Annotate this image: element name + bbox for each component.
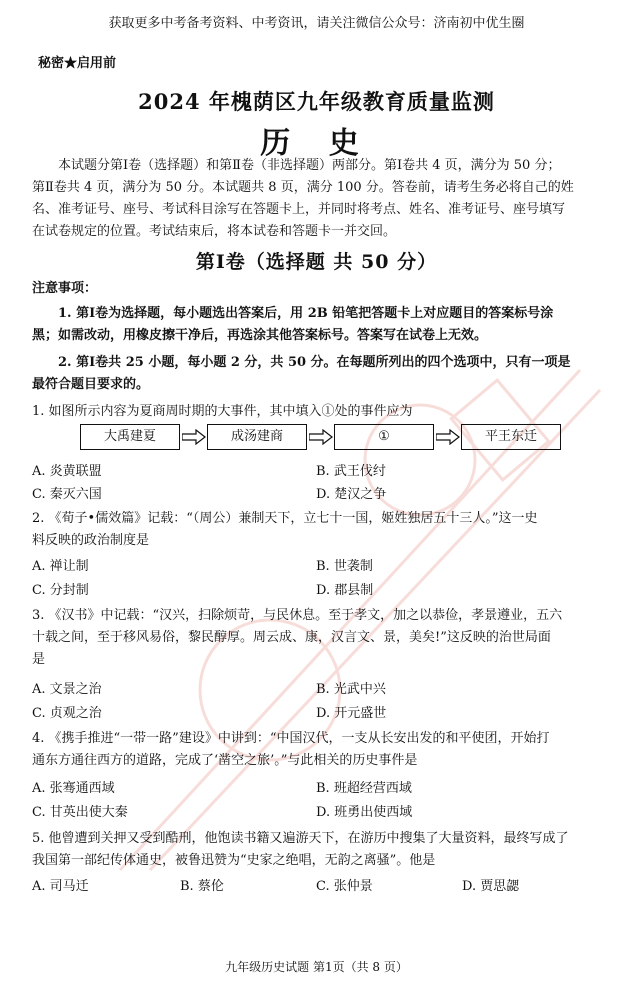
question-5-stem	[32, 828, 604, 872]
header-note: 获取更多中考备考资料、中考资讯，请关注微信公众号：济南初中优生圈	[108, 16, 525, 31]
stem-line: 十载之间，至于移风易俗，黎民醇厚。周云成、康，汉言文、景，美矣!”这反映的治世局面	[32, 630, 551, 645]
option: B. 世袭制	[316, 559, 373, 574]
option: D. 开元盛世	[316, 706, 387, 721]
flow-box: 大禹建夏	[80, 424, 180, 450]
intro-line: 本试题分第Ⅰ卷（选择题）和第Ⅱ卷（非选择题）两部分。第Ⅰ卷共 4 页，满分为 50 分；	[58, 158, 561, 173]
option: C. 分封制	[32, 583, 89, 598]
intro-line: 第Ⅱ卷共 4 页，满分为 50 分。本试题共 8 页，满分 100 分。答卷前，请考生务必将自己的姓	[32, 180, 574, 195]
stem-line: 料反映的政治制度是	[32, 533, 150, 548]
arrow-right-icon	[182, 429, 206, 445]
option: A. 炎黄联盟	[32, 464, 102, 479]
notice-line: 最符合题目要求的。	[32, 377, 150, 392]
option: B. 班超经营西域	[316, 781, 412, 796]
option: C. 甘英出使大秦	[32, 805, 128, 820]
stem-line: 3. 《汉书》中记载：“汉兴，扫除烦苛，与民休息。至于孝文，加之以恭俭，孝景遵业，五六	[32, 608, 563, 623]
intro-paragraph	[32, 155, 604, 243]
option: A. 司马迁	[32, 879, 89, 894]
flow-box: 成汤建商	[207, 424, 307, 450]
option: D. 贾思勰	[462, 879, 520, 894]
option: D. 郡县制	[316, 583, 374, 598]
option: B. 蔡伦	[180, 879, 224, 894]
secret-mark: 秘密★启用前	[38, 56, 117, 71]
arrow-right-icon	[309, 429, 333, 445]
exam-title: 2024 年槐荫区九年级教育质量监测	[138, 89, 495, 114]
question-3-stem	[32, 605, 604, 671]
option: A. 文景之治	[32, 682, 102, 697]
subject-title: 历 史	[260, 126, 373, 161]
option: C. 张仲景	[316, 879, 373, 894]
arrow-right-icon	[436, 429, 460, 445]
intro-line: 名、准考证号、座号、考试科目涂写在答题卡上，并同时将考点、姓名、准考证号、座号填写	[32, 202, 566, 217]
question-1-stem: 1. 如图所示内容为夏商周时期的大事件，其中填入①处的事件应为	[32, 404, 413, 419]
option: B. 光武中兴	[316, 682, 386, 697]
question-4-stem	[32, 728, 604, 772]
option: A. 张骞通西域	[32, 781, 115, 796]
notice-item-1	[32, 303, 604, 347]
notice-label: 注意事项：	[32, 281, 98, 296]
flow-box: 平王东迁	[461, 424, 561, 450]
flow-box-blank: ①	[334, 424, 434, 450]
notice-item-2	[32, 352, 604, 396]
notice-line: 黑；如需改动，用橡皮擦干净后，再选涂其他答案标号。答案写在试卷上无效。	[32, 328, 488, 343]
option: D. 楚汉之争	[316, 487, 387, 502]
stem-line: 是	[32, 652, 46, 667]
section-title: 第Ⅰ卷（选择题 共 50 分）	[195, 251, 438, 273]
stem-line: 通东方通往西方的道路，完成了‘凿空之旅’。”与此相关的历史事件是	[32, 753, 418, 768]
option: A. 禅让制	[32, 559, 89, 574]
intro-line: 在试卷规定的位置。考试结束后，将本试卷和答题卡一并交回。	[32, 224, 397, 239]
question-2-stem	[32, 508, 604, 552]
page-footer: 九年级历史试题 第1页（共 8 页）	[225, 960, 408, 974]
option: D. 班勇出使西域	[316, 805, 413, 820]
notice-line: 2. 第Ⅰ卷共 25 小题，每小题 2 分，共 50 分。在每题所列出的四个选项中，只有一项是	[58, 355, 571, 370]
notice-line: 1. 第Ⅰ卷为选择题，每小题选出答案后，用 2B 铅笔把答题卡上对应题目的答案标号涂	[58, 306, 554, 321]
stem-line: 5. 他曾遭到关押又受到酷刑，他饱读书籍又遍游天下，在游历中搜集了大量资料，最终写成了	[32, 831, 569, 846]
option: C. 秦灭六国	[32, 487, 102, 502]
stem-line: 我国第一部纪传体通史，被鲁迅赞为“史家之绝唱，无韵之离骚”。他是	[32, 853, 436, 868]
stem-line: 4. 《携手推进“一带一路”建设》中讲到：“中国汉代，一支从长安出发的和平使团，开始打	[32, 731, 550, 746]
option: C. 贞观之治	[32, 706, 102, 721]
option: B. 武王伐纣	[316, 464, 386, 479]
stem-line: 2. 《荀子•儒效篇》记载：“（周公）兼制天下，立七十一国，姬姓独居五十三人。”这一史	[32, 511, 538, 526]
